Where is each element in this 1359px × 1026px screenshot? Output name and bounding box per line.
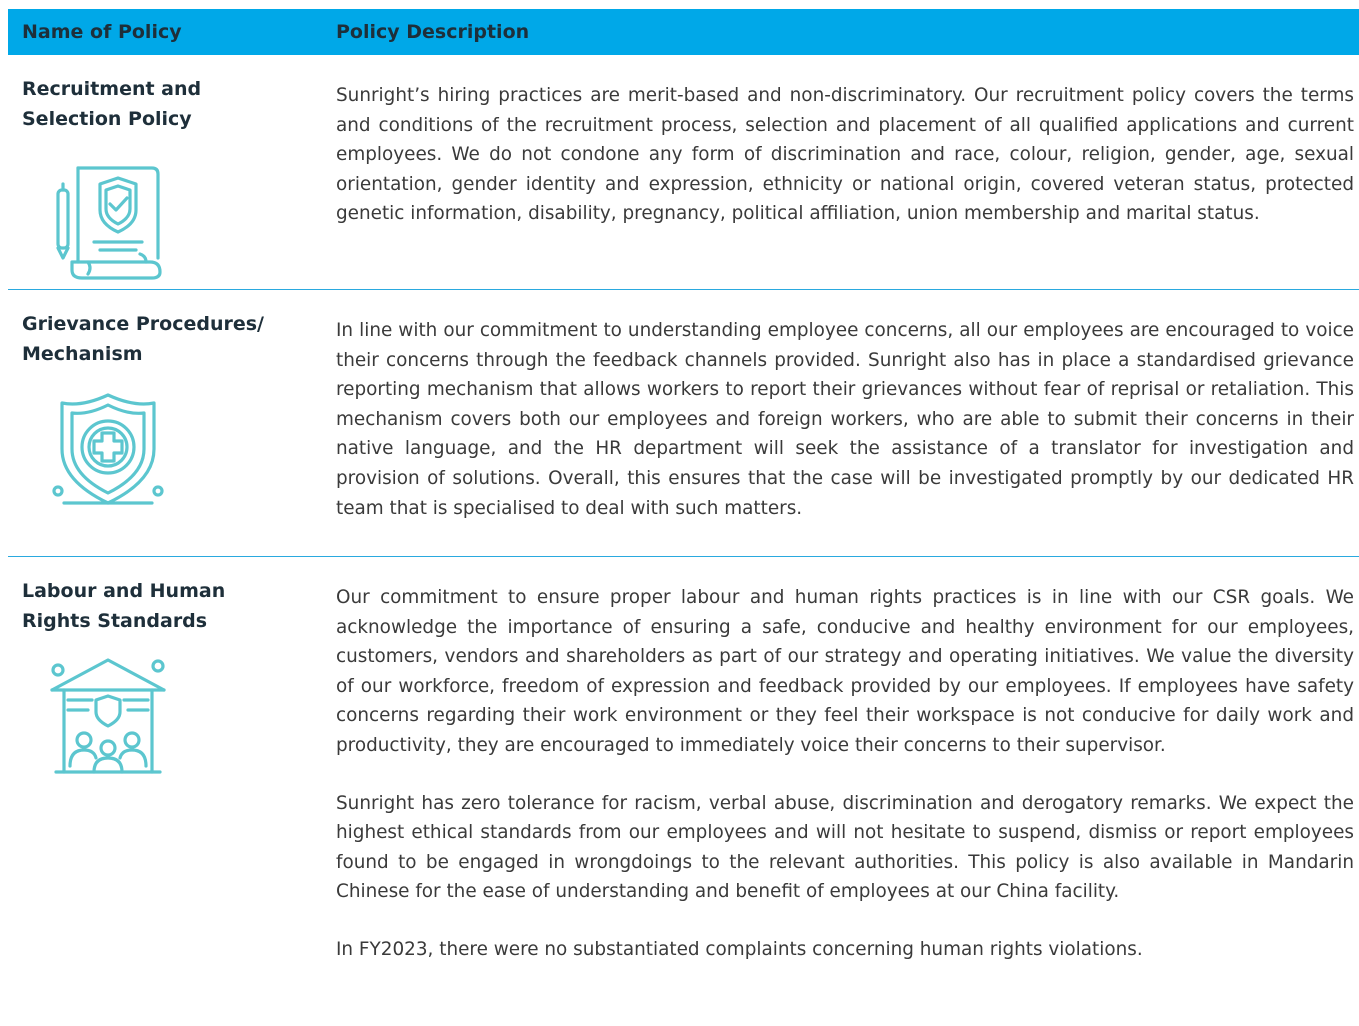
row-divider <box>8 289 1359 290</box>
table-header <box>8 9 1359 55</box>
policy-name: Grievance Procedures/ Mechanism <box>22 313 264 365</box>
column-header-description: Policy Description <box>336 21 530 43</box>
policy-name: Recruitment and Selection Policy <box>22 78 202 130</box>
document-shield-check-icon <box>48 160 168 280</box>
policy-description <box>336 81 1354 229</box>
policy-name: Labour and Human Rights Standards <box>22 580 226 632</box>
policy-paragraph: Our commitment to ensure proper labour and human rights practices is in line with our CSR goals. We acknowledge the importance of ensuring a safe, conducive and healthy environment for our employees, customers, vendors and shareholders as part of our strategy and operating initiatives. We value the diversity of our workforce, freedom of expression and feedback provided by our employees. If employees have safety concerns regarding their work environment or they feel their workspace is not conducive for daily work and productivity, they are encouraged to immediately voice their concerns to their supervisor. <box>336 587 1354 756</box>
policy-paragraph: Sunright has zero tolerance for racism, verbal abuse, discrimination and derogatory remarks. We expect the highest ethical standards from our employees and will not hesitate to suspend, dismiss or report employees found to be engaged in wrongdoings to the relevant authorities. This policy is also available in Mandarin Chinese for the ease of understanding and benefit of employees at our China facility. <box>336 792 1354 903</box>
table-row <box>8 576 1359 1026</box>
row-divider <box>8 556 1359 557</box>
shield-medical-cross-icon <box>48 391 168 511</box>
policy-paragraph: In line with our commitment to understanding employee concerns, all our employees are encouraged to voice their concerns through the feedback channels provided. Sunright also has in place a standardised grievance reporting mechanism that allows workers to report their grievances without fear of reprisal or retaliation. This mechanism covers both our employees and foreign workers, who are able to submit their concerns in their native language, and the HR department will seek the assistance of a translator for investigation and provision of solutions. Overall, this ensures that the case will be investigated promptly by our dedicated HR team that is specialised to deal with such matters. <box>336 320 1354 519</box>
column-header-name: Name of Policy <box>22 21 182 43</box>
policy-description <box>336 316 1354 523</box>
house-people-shield-icon <box>48 656 168 776</box>
policy-paragraph: Sunright’s hiring practices are merit-based and non-discriminatory. Our recruitment policy covers the terms and conditions of the recruitment process, selection and placement of all qualified applications and current employees. We do not condone any form of discrimination and race, colour, religion, gender, age, sexual orientation, gender identity and expression, ethnicity or national origin, covered veteran status, protected genetic information, disability, pregnancy, political affiliation, union membership and marital status. <box>336 85 1354 225</box>
table-row <box>8 309 1359 557</box>
table-row <box>8 74 1359 288</box>
policy-paragraph: In FY2023, there were no substantiated complaints concerning human rights violations. <box>336 938 1143 960</box>
policy-description <box>336 583 1354 965</box>
policy-table <box>8 9 1359 960</box>
